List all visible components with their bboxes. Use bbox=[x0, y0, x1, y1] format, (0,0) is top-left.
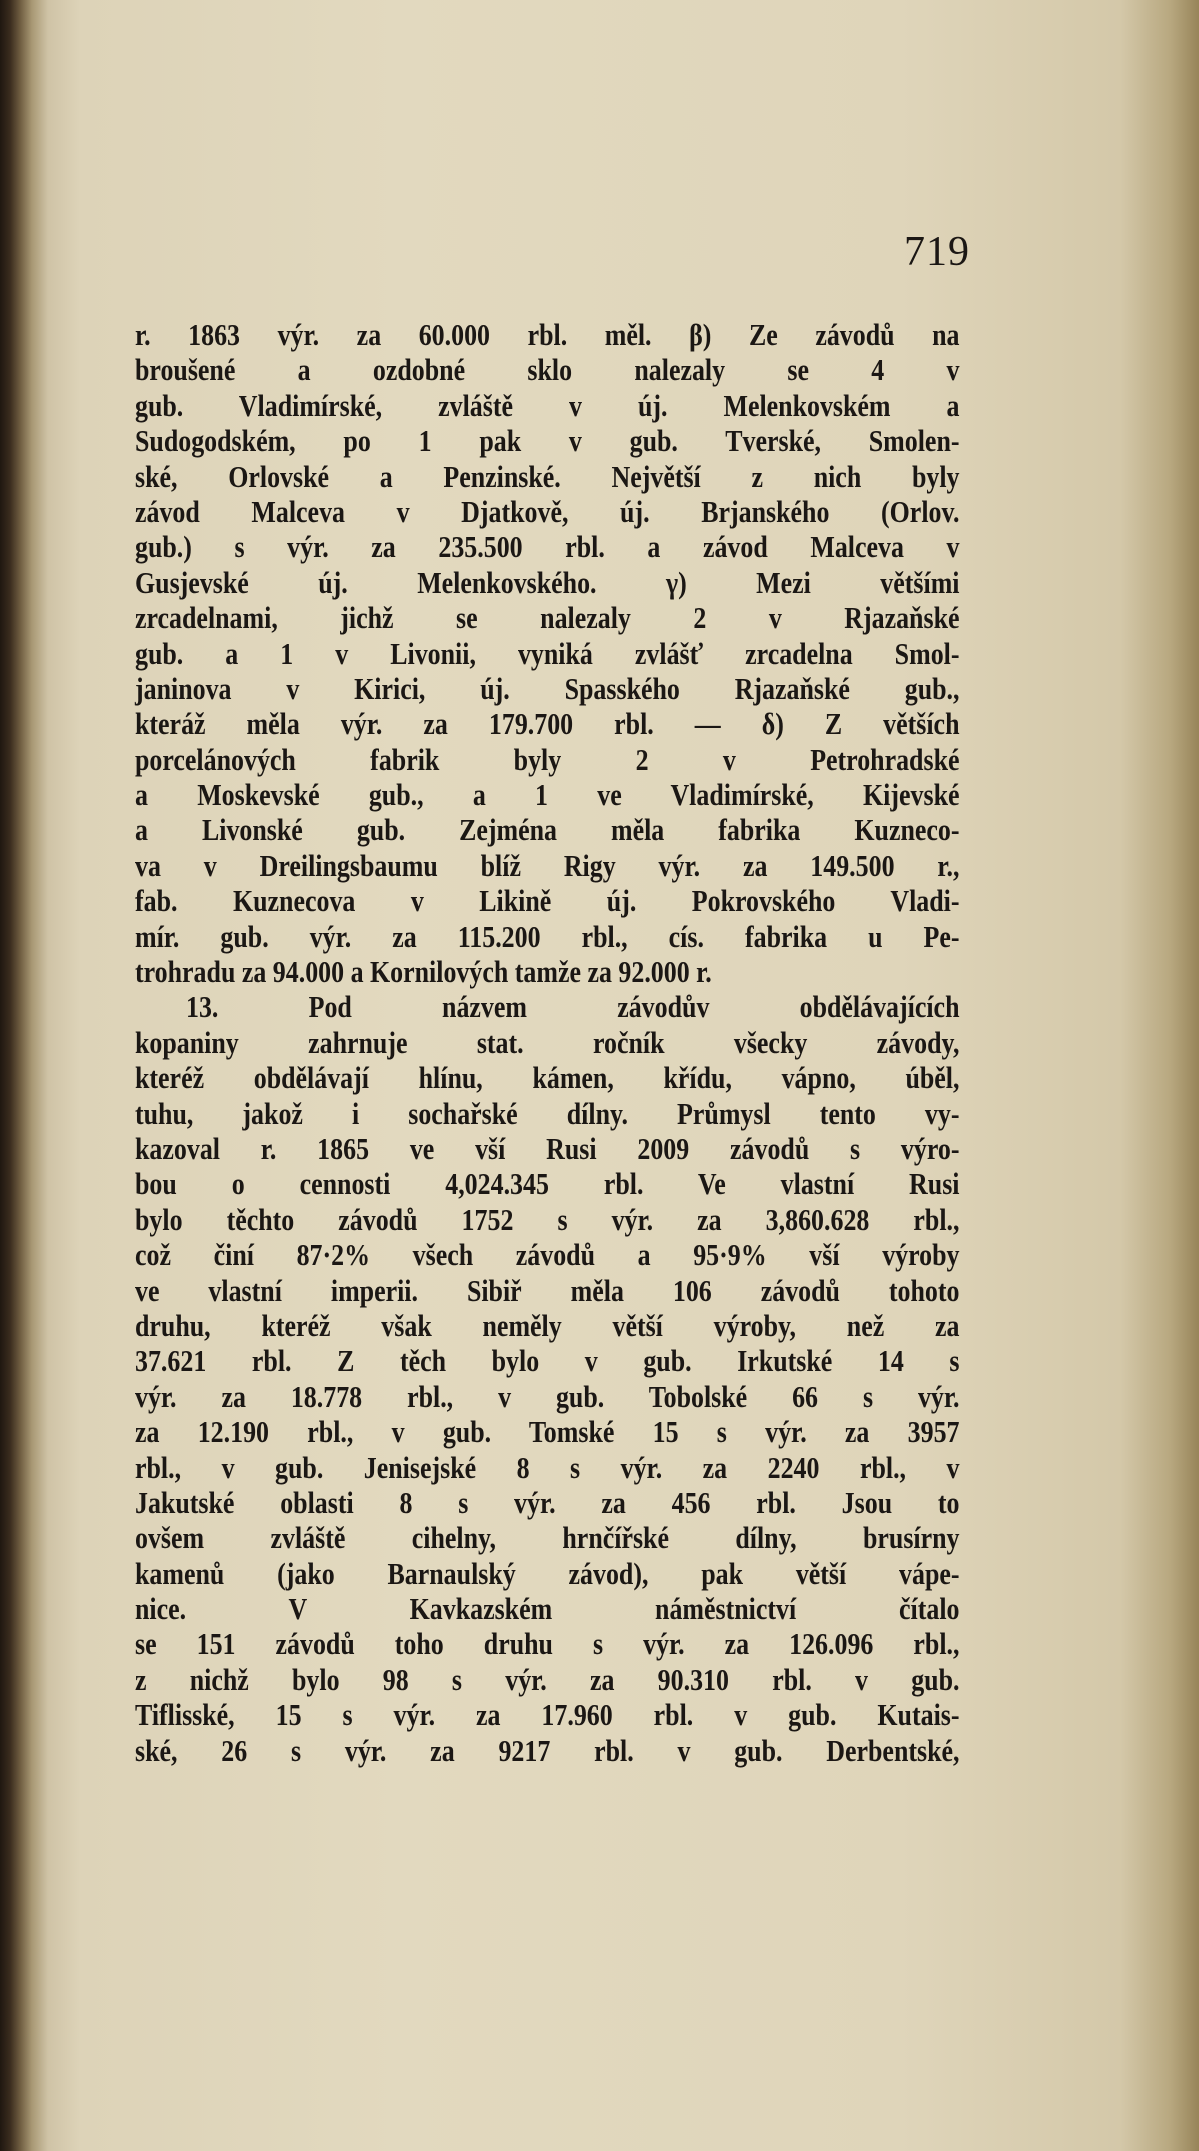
text-line: druhu, kteréž však neměly větší výroby, než za bbox=[135, 1308, 960, 1343]
text-line: kteréž obdělávají hlínu, kámen, křídu, vápno, úběl, bbox=[135, 1061, 960, 1096]
text-line: závod Malceva v Djatkově, új. Brjanského (Orlov. bbox=[135, 494, 960, 529]
text-line: ské, 26 s výr. za 9217 rbl. v gub. Derbentské, bbox=[135, 1733, 960, 1768]
text-line: broušené a ozdobné sklo nalezaly se 4 v bbox=[135, 353, 960, 388]
text-line: gub. a 1 v Livonii, vyniká zvlášť zrcadelna Smol- bbox=[135, 636, 960, 671]
text-line: kopaniny zahrnuje stat. ročník všecky závody, bbox=[135, 1025, 960, 1060]
text-line: což činí 87·2% všech závodů a 95·9% vší výroby bbox=[135, 1238, 960, 1273]
text-line: 13. Pod názvem závodův obdělávajících bbox=[186, 990, 960, 1025]
text-line: ské, Orlovské a Penzinské. Největší z nich byly bbox=[135, 459, 960, 494]
text-line: Sudogodském, po 1 pak v gub. Tverské, Smolen- bbox=[135, 424, 960, 459]
text-line: r. 1863 výr. za 60.000 rbl. měl. β) Ze závodů na bbox=[135, 318, 960, 352]
text-line: porcelánových fabrik byly 2 v Petrohradské bbox=[135, 742, 960, 777]
text-line: Gusjevské új. Melenkovského. γ) Mezi většími bbox=[135, 565, 960, 600]
text-line: va v Dreilingsbaumu blíž Rigy výr. za 149.500 r., bbox=[135, 848, 960, 883]
text-line: fab. Kuznecova v Likině új. Pokrovského Vladi- bbox=[135, 884, 960, 919]
book-page bbox=[135, 0, 970, 2151]
text-line: a Livonské gub. Zejména měla fabrika Kuzneco- bbox=[135, 813, 960, 848]
text-line: Tiflisské, 15 s výr. za 17.960 rbl. v gub. Kutais- bbox=[135, 1698, 960, 1733]
text-line: kamenů (jako Barnaulský závod), pak větší vápe- bbox=[135, 1556, 960, 1591]
text-line: ve vlastní imperii. Sibiř měla 106 závodů tohoto bbox=[135, 1273, 960, 1308]
text-line: trohradu za 94.000 a Kornilových tamže za 92.000 r. bbox=[135, 955, 712, 990]
text-line: bou o cennosti 4,024.345 rbl. Ve vlastní Rusi bbox=[135, 1167, 960, 1202]
text-line: tuhu, jakož i sochařské dílny. Průmysl tento vy- bbox=[135, 1096, 960, 1131]
text-line: ovšem zvláště cihelny, hrnčířské dílny, brusírny bbox=[135, 1521, 960, 1556]
text-line: gub.) s výr. za 235.500 rbl. a závod Malceva v bbox=[135, 530, 960, 565]
text-line: 37.621 rbl. Z těch bylo v gub. Irkutské 14 s bbox=[135, 1344, 960, 1379]
page-number: 719 bbox=[904, 229, 970, 275]
text-line: nice. V Kavkazském náměstnictví čítalo bbox=[135, 1592, 960, 1627]
text-line: se 151 závodů toho druhu s výr. za 126.096 rbl., bbox=[135, 1627, 960, 1662]
text-line: Jakutské oblasti 8 s výr. za 456 rbl. Jsou to bbox=[135, 1485, 960, 1520]
text-line: a Moskevské gub., a 1 ve Vladimírské, Kijevské bbox=[135, 778, 960, 813]
text-line: z nichž bylo 98 s výr. za 90.310 rbl. v gub. bbox=[135, 1662, 960, 1697]
text-line: zrcadelnami, jichž se nalezaly 2 v Rjazaňské bbox=[135, 601, 960, 636]
text-line: kteráž měla výr. za 179.700 rbl. — δ) Z větších bbox=[135, 707, 960, 742]
text-line: kazoval r. 1865 ve vší Rusi 2009 závodů s výro- bbox=[135, 1131, 960, 1166]
text-line: gub. Vladimírské, zvláště v új. Melenkovském a bbox=[135, 388, 960, 423]
text-line: za 12.190 rbl., v gub. Tomské 15 s výr. za 3957 bbox=[135, 1415, 960, 1450]
text-line: janinova v Kirici, új. Spasského Rjazaňské gub., bbox=[135, 671, 960, 706]
text-line: rbl., v gub. Jenisejské 8 s výr. za 2240 rbl., v bbox=[135, 1450, 960, 1485]
text-line: mír. gub. výr. za 115.200 rbl., cís. fabrika u Pe- bbox=[135, 919, 960, 954]
text-line: výr. za 18.778 rbl., v gub. Tobolské 66 s výr. bbox=[135, 1379, 960, 1414]
text-line: bylo těchto závodů 1752 s výr. za 3,860.628 rbl., bbox=[135, 1202, 960, 1237]
body-text bbox=[135, 318, 960, 1769]
